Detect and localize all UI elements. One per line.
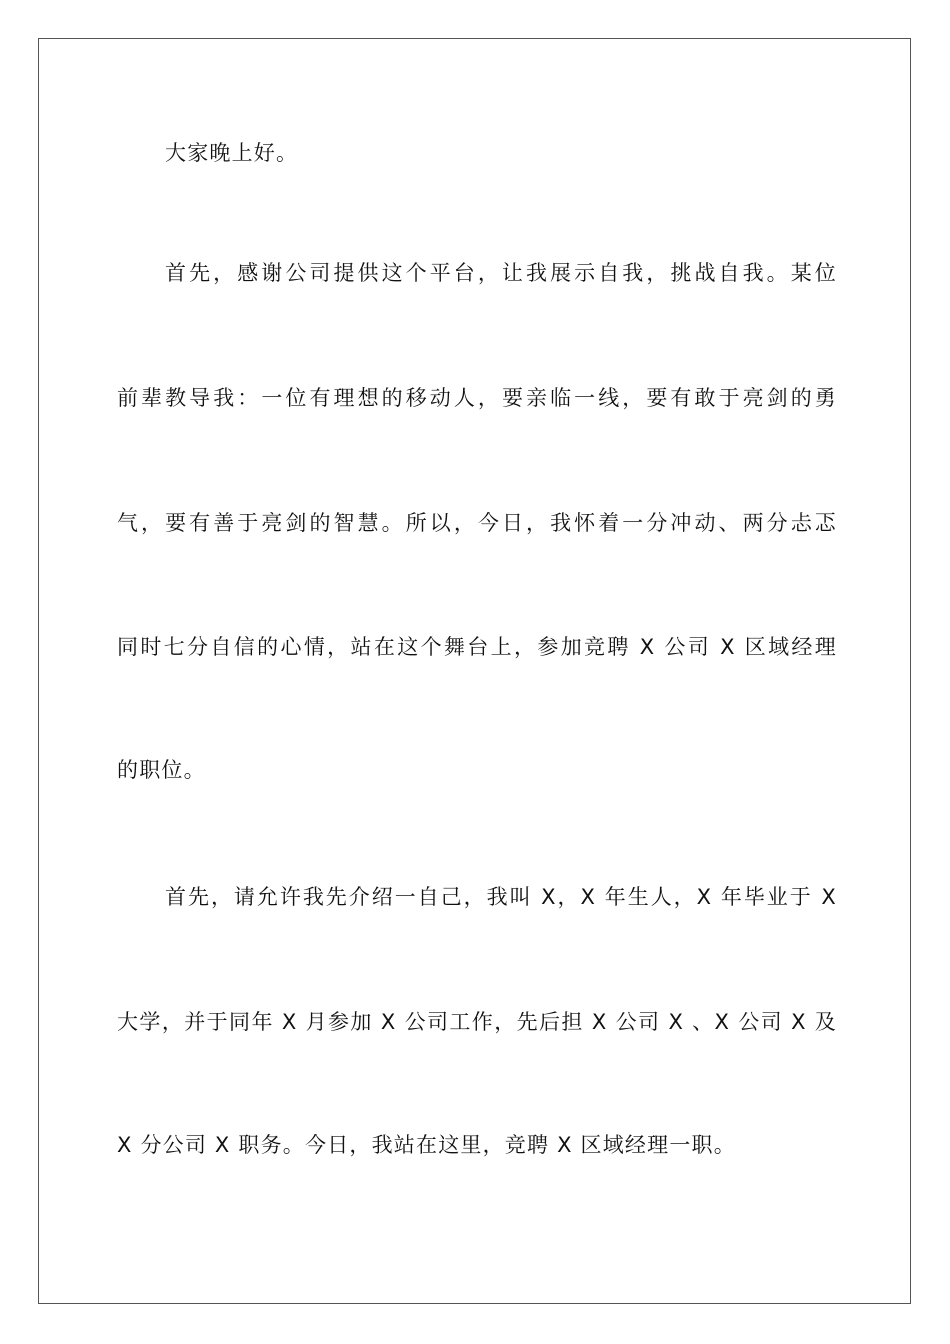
paragraph-2-line-3: X 分公司 X 职务。今日，我站在这里，竞聘 X 区域经理一职。 [117, 1133, 736, 1157]
paragraph-1-line-3: 气，要有善于亮剑的智慧。所以，今日，我怀着一分冲动、两分忐忑 [117, 511, 837, 535]
paragraph-1-line-2: 前辈教导我：一位有理想的移动人，要亲临一线，要有敢于亮剑的勇 [117, 386, 837, 410]
paragraph-1-line-5: 的职位。 [117, 758, 206, 782]
paragraph-1-line-1: 首先，感谢公司提供这个平台，让我展示自我，挑战自我。某位 [165, 261, 837, 285]
paragraph-1-line-4: 同时七分自信的心情，站在这个舞台上，参加竞聘 X 公司 X 区域经理 [117, 635, 837, 659]
paragraph-2-line-2: 大学，并于同年 X 月参加 X 公司工作，先后担 X 公司 X 、X 公司 X 及 [117, 1010, 837, 1034]
paragraph-2-line-1: 首先，请允许我先介绍一自己，我叫 X，X 年生人，X 年毕业于 X [165, 885, 837, 909]
page-border [38, 38, 911, 1304]
paragraph-greeting-line: 大家晚上好。 [165, 141, 299, 165]
